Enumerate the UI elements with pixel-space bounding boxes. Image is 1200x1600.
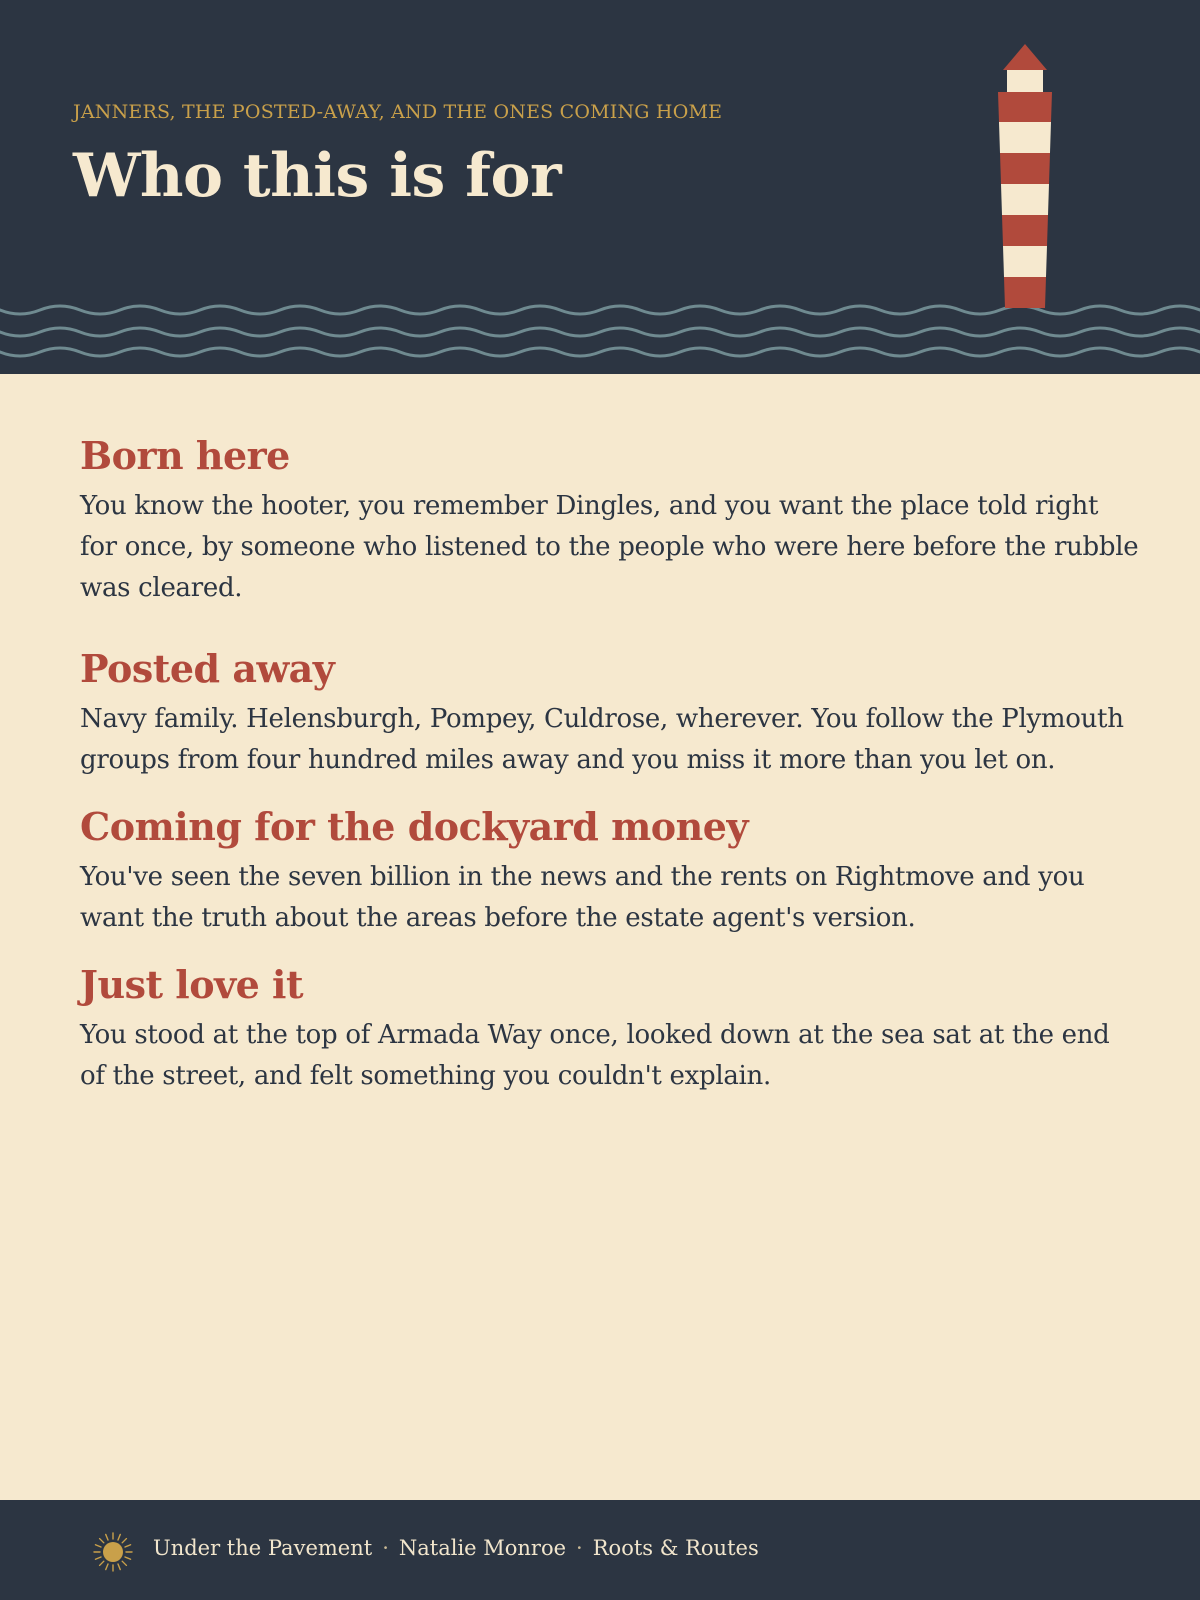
- section-body: You've seen the seven billion in the news and the rents on Rightmove and you want the truth about the areas before the estate agent's version.: [80, 862, 1085, 933]
- section-body: Navy family. Helensburgh, Pompey, Culdrose, wherever. You follow the Plymouth groups from four hundred miles away and you miss it more than you let on.: [80, 704, 1124, 775]
- section-heading: Born here: [80, 433, 290, 478]
- footer-series: Roots & Routes: [592, 1536, 759, 1560]
- section-dockyard-money: [80, 801, 1140, 939]
- section-posted-away: [80, 643, 1140, 781]
- section-heading: Just love it: [80, 962, 304, 1007]
- footer-author: Natalie Monroe: [398, 1536, 567, 1560]
- page-footer: [0, 1500, 1200, 1600]
- footer-credits: [153, 1536, 759, 1560]
- section-body: You stood at the top of Armada Way once, looked down at the sea sat at the end of the street, and felt something you couldn't explain.: [80, 1020, 1110, 1091]
- section-born-here: [80, 430, 1140, 609]
- footer-separator: ·: [576, 1536, 583, 1560]
- page-header: [0, 0, 1200, 374]
- lighthouse-icon: [990, 42, 1060, 317]
- footer-separator: ·: [382, 1536, 389, 1560]
- sun-icon: [92, 1531, 134, 1573]
- section-heading: Posted away: [80, 646, 335, 691]
- page-title: Who this is for: [73, 141, 562, 211]
- section-heading: Coming for the dockyard money: [80, 804, 749, 849]
- footer-publication: Under the Pavement: [153, 1536, 373, 1560]
- page-eyebrow: JANNERS, THE POSTED-AWAY, AND THE ONES COMING HOME: [73, 101, 723, 123]
- audience-list: [80, 430, 1140, 1117]
- section-just-love-it: [80, 959, 1140, 1097]
- section-body: You know the hooter, you remember Dingles, and you want the place told right for once, by someone who listened to the people who were here before the rubble was cleared.: [80, 491, 1139, 603]
